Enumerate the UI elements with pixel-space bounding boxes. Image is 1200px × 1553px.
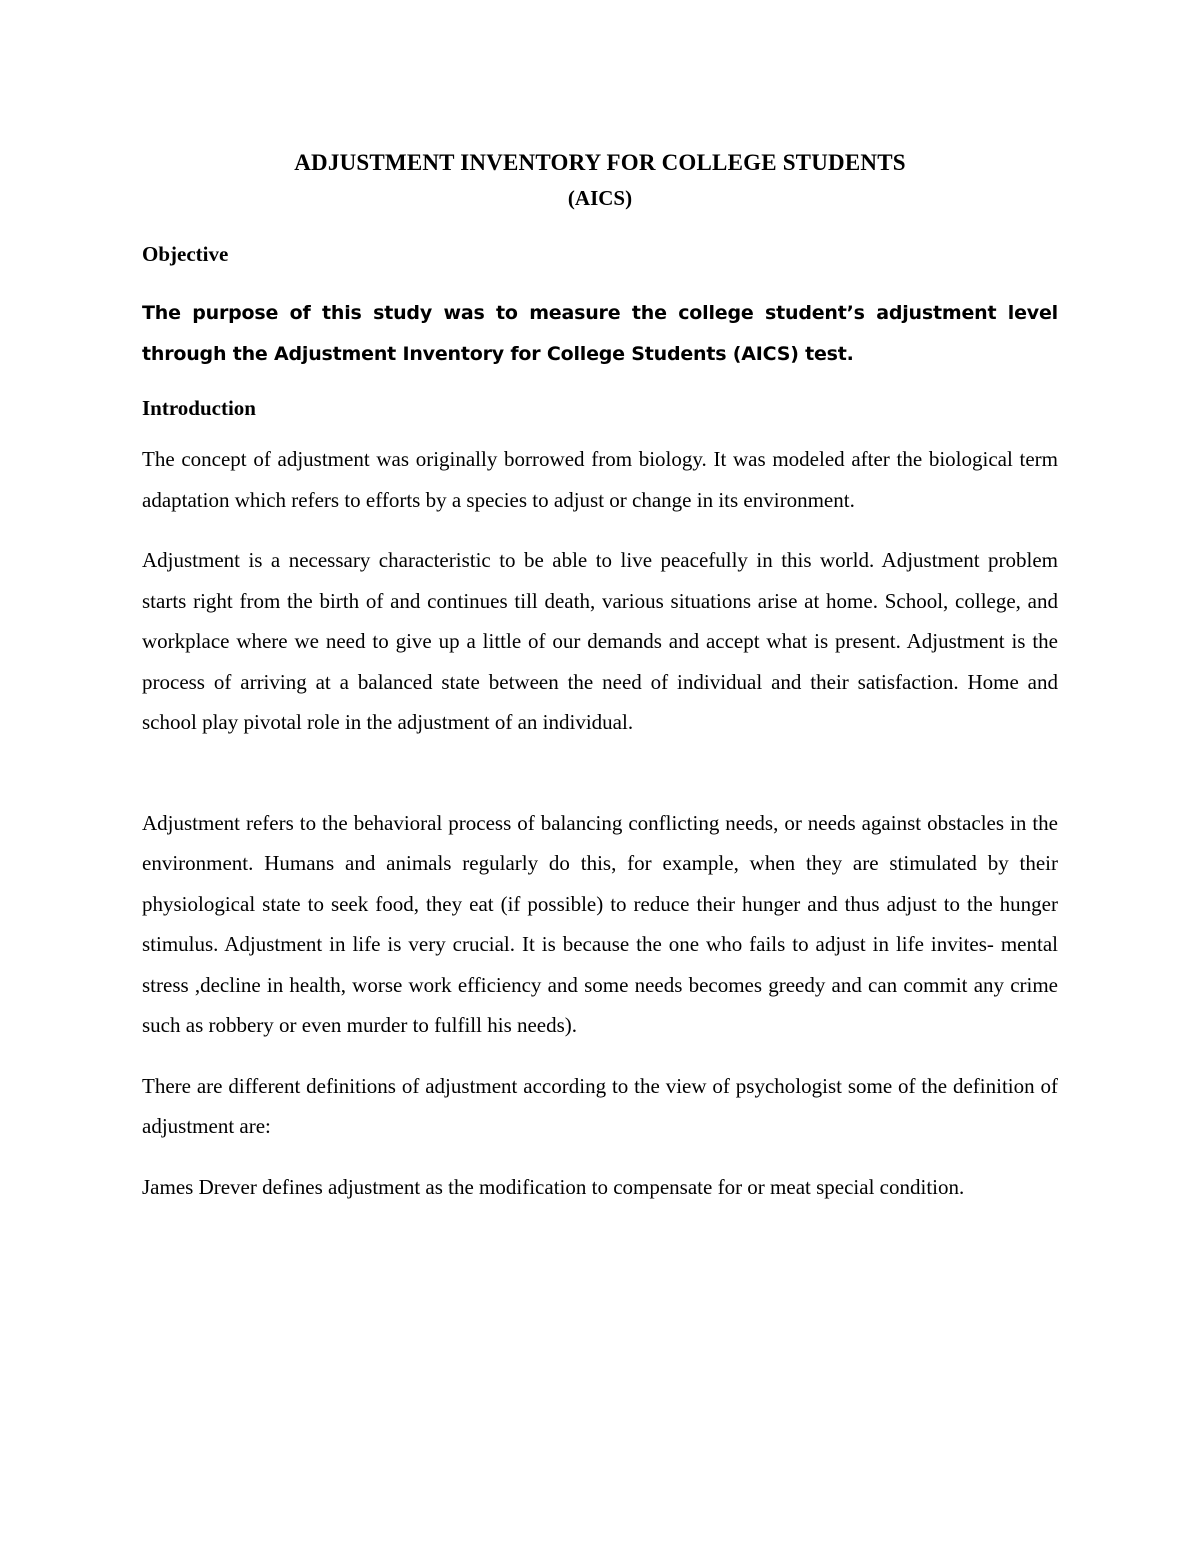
paragraph-james-drever: James Drever defines adjustment as the modification to compensate for or meat special condition.: [142, 1174, 965, 1199]
paragraph-behavioral-process: Adjustment refers to the behavioral process of balancing conflicting needs, or needs against obstacles in the environment. Humans and animals regularly do this, for example, when they are stimulated by their physiological state to seek food, they eat (if possible) to reduce their hunger and thus adjust to the hunger stimulus. Adjustment in life is very crucial. It is because the one who fails to adjust in life invites- mental stress ,decline in health, worse work efficiency and some needs becomes greedy and can commit any crime such as robbery or even murder to fulfill his needs).: [142, 810, 1058, 1037]
objective-heading: Objective: [142, 242, 229, 266]
introduction-heading: Introduction: [142, 396, 256, 420]
document-subtitle: (AICS): [567, 186, 633, 210]
document-title: ADJUSTMENT INVENTORY FOR COLLEGE STUDENTS: [294, 150, 906, 175]
paragraph-concept: The concept of adjustment was originally borrowed from biology. It was modeled after the biological term adaptation which refers to efforts by a species to adjust or change in its environment.: [142, 447, 1058, 512]
document-body: [142, 148, 1058, 1207]
paragraph-necessary-characteristic: Adjustment is a necessary characteristic to be able to live peacefully in this world. Adjustment problem starts right from the birth of and continues till death, various situations arise at home. School, college, and workplace where we need to give up a little of our demands and accept what is present. Adjustment is the process of arriving at a balanced state between the need of individual and their satisfaction. Home and school play pivotal role in the adjustment of an individual.: [142, 548, 1058, 734]
objective-text: The purpose of this study was to measure the college student’s adjustment level through the Adjustment Inventory for College Students (AICS) test.: [142, 302, 1058, 365]
paragraph-definitions-intro: There are different definitions of adjustment according to the view of psychologist some of the definition of adjustment are:: [142, 1073, 1058, 1138]
